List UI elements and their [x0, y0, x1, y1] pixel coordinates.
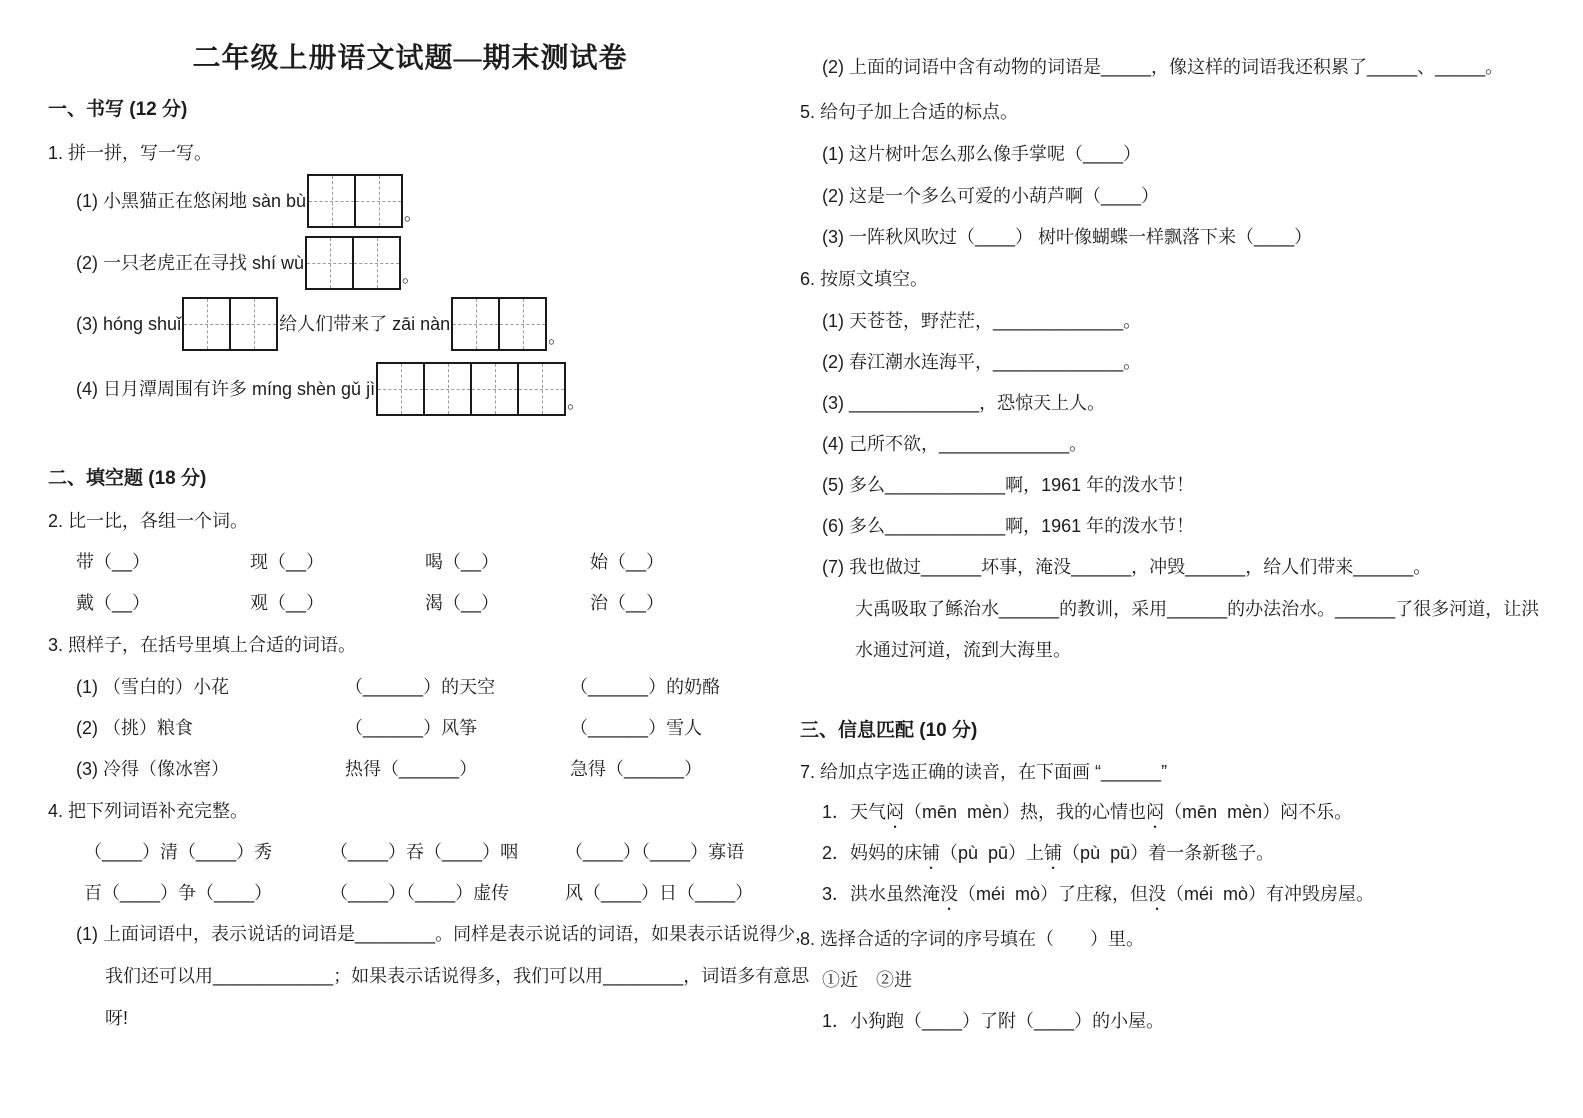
question4-sub1-line3: 呀!	[105, 1008, 129, 1028]
question2-stem: 2. 比一比，各组一个词。	[48, 511, 249, 531]
writing-grid	[376, 362, 566, 416]
text-segment: 。	[402, 266, 421, 286]
text-segment: (4) 日月潭周围有许多 míng shèn gǔ jì	[76, 379, 376, 399]
question6-sub1: (1) 天苍苍，野茫茫，_____________。	[822, 311, 1142, 331]
question6-sub4: (4) 己所不欲，_____________。	[822, 434, 1088, 454]
fill-blank-item: (3) 冷得（像冰窖）	[76, 759, 229, 779]
fill-blank-item: （______）雪人	[570, 718, 703, 738]
writing-cell	[352, 238, 399, 288]
question7-sub3	[822, 883, 1374, 914]
text-segment: （méi mò）了庄稼，但	[958, 884, 1149, 904]
idiom-blank: （____）（____）寡语	[565, 842, 745, 862]
word-pair: 喝（__）	[425, 552, 500, 572]
question1-stem: 1. 拼一拼，写一写。	[48, 143, 213, 163]
section3-heading: 三、信息匹配 (10 分)	[800, 720, 978, 741]
question2-row2	[76, 592, 664, 614]
question1-sub4	[76, 362, 585, 416]
idiom-blank: （____）（____）虚传	[330, 883, 510, 903]
text-segment: (1) 小黑猫正在悠闲地 sàn bù	[76, 191, 307, 211]
word-pair: 治（__）	[590, 593, 665, 613]
dotted-char: 铺	[922, 843, 941, 863]
writing-cell	[423, 364, 470, 414]
idiom-blank: （____）清（____）秀	[84, 842, 273, 862]
question1-sub1	[76, 174, 422, 228]
question3-row3	[76, 758, 702, 780]
question3-row2	[76, 717, 702, 739]
question5-stem: 5. 给句子加上合适的标点。	[800, 102, 1019, 122]
word-pair: 现（__）	[250, 552, 325, 572]
fill-blank-item: 热得（______）	[345, 759, 478, 779]
fill-blank-item: (2) （挑）粮食	[76, 718, 193, 738]
writing-cell	[184, 299, 229, 349]
question8-stem: 8. 选择合适的字词的序号填在（ ）里。	[800, 929, 1145, 949]
idiom-blank: 风（____）日（____）	[565, 883, 754, 903]
question1-sub3	[76, 297, 566, 351]
writing-cell	[354, 176, 401, 226]
writing-grid	[305, 236, 401, 290]
question5-sub3: (3) 一阵秋风吹过（____） 树叶像蝴蝶一样飘落下来（____）	[822, 227, 1313, 247]
text-segment: （pù pū）着一条新毯子。	[1062, 843, 1275, 863]
text-segment: 1．天气	[822, 802, 887, 822]
dotted-char: 铺	[1044, 843, 1063, 863]
text-segment: 。	[567, 392, 586, 412]
question2-row1	[76, 551, 664, 573]
question6-sub7-line1: (7) 我也做过______坏事，淹没______，冲毁______，给人们带来______。	[822, 557, 1432, 577]
writing-grid	[182, 297, 278, 351]
word-pair: 带（__）	[76, 552, 151, 572]
paper-title: 二年级上册语文试题—期末测试卷	[192, 43, 628, 74]
writing-cell	[517, 364, 564, 414]
word-pair: 始（__）	[590, 552, 665, 572]
question6-stem: 6. 按原文填空。	[800, 269, 929, 289]
question4-row1	[84, 841, 744, 863]
writing-cell	[309, 176, 354, 226]
text-segment: （méi mò）有冲毁房屋。	[1166, 884, 1375, 904]
text-segment: 3．洪水虽然淹	[822, 884, 941, 904]
question8-sub1: 1．小狗跑（____）了附（____）的小屋。	[822, 1011, 1165, 1031]
fill-blank-item: （______）的奶酪	[570, 677, 721, 697]
question7-stem: 7. 给加点字选正确的读音，在下面画 “______”	[800, 762, 1168, 782]
text-segment: （mēn mèn）热，我的心情也	[904, 802, 1147, 822]
question5-sub1: (1) 这片树叶怎么那么像手掌呢（____）	[822, 144, 1142, 164]
fill-blank-item: 急得（______）	[570, 759, 703, 779]
question6-sub5: (5) 多么____________啊，1961 年的泼水节！	[822, 475, 1195, 495]
writing-cell	[498, 299, 545, 349]
fill-blank-item: （______）的天空	[345, 677, 496, 697]
question4-sub2: (2) 上面的词语中含有动物的词语是_____，像这样的词语我还积累了_____、_____。	[822, 57, 1504, 77]
dotted-char: 没	[1148, 884, 1167, 904]
word-pair: 戴（__）	[76, 593, 151, 613]
word-pair: 观（__）	[250, 593, 325, 613]
question4-stem: 4. 把下列词语补充完整。	[48, 801, 249, 821]
writing-grid	[307, 174, 403, 228]
section2-heading: 二、填空题 (18 分)	[48, 468, 207, 489]
question3-row1	[76, 676, 720, 698]
question4-sub1-line1: (1) 上面词语中，表示说话的词语是________。同样是表示说话的词语，如果表示话说得少，	[76, 924, 814, 944]
section1-heading: 一、书写 (12 分)	[48, 99, 188, 120]
fill-blank-item: （______）风筝	[345, 718, 478, 738]
question6-sub2: (2) 春江潮水连海平，_____________。	[822, 352, 1142, 372]
question8-options: ①近 ②进	[822, 970, 912, 990]
question4-sub1-line2: 我们还可以用____________；如果表示话说得多，我们可以用________，词语多有意思	[105, 966, 810, 986]
writing-cell	[229, 299, 276, 349]
text-segment: 给人们带来了 zāi nàn	[279, 314, 451, 334]
dotted-char: 闷	[886, 802, 905, 822]
word-pair: 渴（__）	[425, 593, 500, 613]
question7-sub1	[822, 801, 1352, 832]
fill-blank-item: (1) （雪白的）小花	[76, 677, 229, 697]
text-segment: (2) 一只老虎正在寻找 shí wù	[76, 253, 305, 273]
dotted-char: 闷	[1146, 802, 1165, 822]
writing-cell	[307, 238, 352, 288]
text-segment: 。	[404, 204, 423, 224]
question4-row2	[84, 882, 753, 904]
dotted-char: 没	[940, 884, 959, 904]
text-segment: （pù pū）上	[940, 843, 1045, 863]
question6-sub7-line2: 大禹吸取了鲧治水______的教训，采用______的办法治水。______了很多河道，让洪	[855, 599, 1540, 619]
text-segment: （mēn mèn）闷不乐。	[1164, 802, 1353, 822]
question6-sub3: (3) _____________，恐惊天上人。	[822, 393, 1106, 413]
writing-cell	[453, 299, 498, 349]
text-segment: 2．妈妈的床	[822, 843, 923, 863]
question1-sub2	[76, 236, 420, 290]
writing-grid	[451, 297, 547, 351]
question6-sub7-line3: 水通过河道，流到大海里。	[855, 640, 1071, 660]
writing-cell	[378, 364, 423, 414]
question6-sub6: (6) 多么____________啊，1961 年的泼水节！	[822, 516, 1195, 536]
text-segment: 。	[548, 327, 567, 347]
question3-stem: 3. 照样子，在括号里填上合适的词语。	[48, 635, 357, 655]
question5-sub2: (2) 这是一个多么可爱的小葫芦啊（____）	[822, 186, 1160, 206]
question7-sub2	[822, 842, 1274, 873]
idiom-blank: （____）吞（____）咽	[330, 842, 519, 862]
idiom-blank: 百（____）争（____）	[84, 883, 273, 903]
writing-cell	[470, 364, 517, 414]
text-segment: (3) hóng shuǐ	[76, 314, 182, 334]
